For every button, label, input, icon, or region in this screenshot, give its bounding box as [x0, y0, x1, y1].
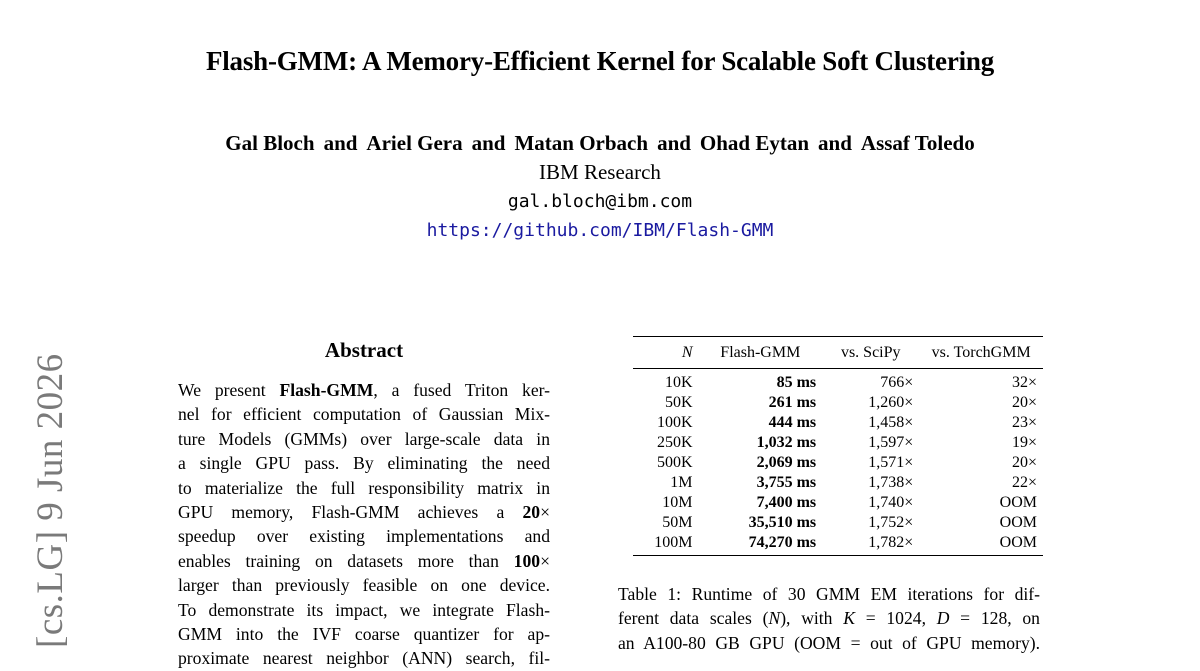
- text-segment: nel for efficient computation of Gaussian Mix-: [178, 404, 550, 425]
- text-segment: , a fused Triton ker-: [373, 380, 551, 400]
- cell-value: OOM: [999, 534, 1037, 551]
- table-cell: [699, 473, 823, 493]
- table-row: [633, 533, 1043, 556]
- cell-value: 1,260×: [868, 394, 914, 411]
- text-segment: ferent data scales (: [618, 608, 769, 629]
- table-cell: [633, 433, 699, 453]
- table-body: [633, 369, 1043, 556]
- math-symbol: N: [768, 608, 781, 629]
- author-separator: and: [471, 131, 506, 155]
- text-segment: enables training on datasets more than: [178, 550, 514, 571]
- author-name: Gal Bloch: [225, 131, 315, 155]
- runtime-table: [633, 336, 1043, 556]
- column-header: N: [633, 337, 699, 369]
- cell-value: 10M: [662, 494, 693, 511]
- table-cell: [699, 513, 823, 533]
- bold-text: 20: [522, 501, 541, 522]
- author-email[interactable]: gal.bloch@ibm.com: [507, 191, 693, 212]
- table-caption: [618, 582, 1040, 655]
- cell-value: 1,782×: [868, 534, 914, 551]
- text-segment: proximate nearest neighbor (ANN) search, fil-: [178, 648, 550, 669]
- cell-value: 500K: [656, 454, 693, 471]
- table-row: [633, 369, 1043, 394]
- text-segment: = 1024,: [854, 608, 937, 629]
- author-name: Assaf Toledo: [860, 131, 975, 155]
- cell-value: 1,571×: [868, 454, 914, 471]
- bold-text: 100: [513, 550, 541, 571]
- text-line: [618, 606, 1040, 630]
- table-cell: [699, 533, 823, 556]
- cell-value: 85 ms: [776, 374, 817, 391]
- text-segment: speedup over existing implementations and: [178, 526, 550, 547]
- cell-value: 2,069 ms: [756, 454, 817, 471]
- cell-value: 3,755 ms: [756, 474, 817, 491]
- cell-value: 1,752×: [868, 514, 914, 531]
- table-cell: [633, 369, 699, 394]
- cell-value: 10K: [664, 374, 693, 391]
- author-name: Ohad Eytan: [699, 131, 810, 155]
- cell-value: 19×: [1011, 434, 1037, 451]
- table-cell: [633, 473, 699, 493]
- cell-value: 50M: [662, 514, 693, 531]
- abstract-body: [178, 378, 550, 671]
- table-header-row: [633, 337, 1043, 369]
- author-separator: and: [657, 131, 691, 155]
- text-line: [178, 378, 550, 402]
- text-segment: GPU memory, Flash-GMM achieves a: [178, 501, 523, 522]
- table-cell: [822, 513, 919, 533]
- table-cell: [822, 433, 919, 453]
- text-line: [178, 427, 550, 451]
- column-header: vs. SciPy: [822, 337, 919, 369]
- cell-value: 20×: [1011, 394, 1037, 411]
- arxiv-stamp: [cs.LG] 9 Jun 2026: [30, 353, 71, 648]
- text-line: [178, 524, 550, 548]
- text-segment: ×: [540, 501, 550, 522]
- text-segment: to materialize the full responsibility matrix in: [178, 477, 550, 498]
- table-cell: [919, 493, 1043, 513]
- text-segment: To demonstrate its impact, we integrate Flash-: [178, 599, 550, 620]
- cell-value: 261 ms: [768, 394, 817, 411]
- table-row: [633, 473, 1043, 493]
- table-cell: [699, 369, 823, 394]
- text-line: [618, 631, 1040, 655]
- table-cell: [919, 433, 1043, 453]
- repository-link[interactable]: https://github.com/IBM/Flash-GMM: [426, 220, 774, 241]
- table-cell: [822, 413, 919, 433]
- author-list: [0, 131, 1200, 156]
- table-cell: [822, 533, 919, 556]
- table-cell: [633, 453, 699, 473]
- cell-value: OOM: [999, 514, 1037, 531]
- table-row: [633, 453, 1043, 473]
- cell-value: 100K: [656, 414, 693, 431]
- text-line: [178, 622, 550, 646]
- table-cell: [633, 513, 699, 533]
- cell-value: OOM: [999, 494, 1037, 511]
- table-cell: [822, 369, 919, 394]
- cell-value: 250K: [656, 434, 693, 451]
- cell-value: 50K: [664, 394, 693, 411]
- cell-value: 1,740×: [868, 494, 914, 511]
- table-cell: [919, 453, 1043, 473]
- table-cell: [699, 493, 823, 513]
- table-row: [633, 433, 1043, 453]
- math-symbol: K: [843, 608, 855, 629]
- cell-value: 35,510 ms: [748, 514, 817, 531]
- table-cell: [919, 533, 1043, 556]
- bold-text: Flash-GMM: [279, 380, 374, 400]
- cell-value: 32×: [1011, 374, 1037, 391]
- text-line: [178, 402, 550, 426]
- author-separator: and: [818, 131, 852, 155]
- table-cell: [699, 393, 823, 413]
- cell-value: 444 ms: [768, 414, 817, 431]
- table-cell: [633, 533, 699, 556]
- cell-value: 1,458×: [868, 414, 914, 431]
- text-segment: GMM into the IVF coarse quantizer for ap-: [178, 623, 550, 644]
- column-header: Flash-GMM: [699, 337, 823, 369]
- text-segment: We present: [178, 380, 280, 400]
- column-header: vs. TorchGMM: [919, 337, 1043, 369]
- text-line: [178, 451, 550, 475]
- cell-value: 1,032 ms: [756, 434, 817, 451]
- table-cell: [919, 473, 1043, 493]
- text-segment: larger than previously feasible on one device.: [178, 575, 550, 596]
- table-row: [633, 413, 1043, 433]
- abstract-heading: Abstract: [324, 338, 404, 362]
- text-segment: an A100-80 GB GPU (OOM = out of GPU memory).: [618, 632, 1040, 653]
- cell-value: 20×: [1011, 454, 1037, 471]
- table-row: [633, 493, 1043, 513]
- cell-value: 1M: [670, 474, 693, 491]
- text-line: [178, 476, 550, 500]
- author-name: Ariel Gera: [366, 131, 463, 155]
- affiliation: IBM Research: [539, 160, 661, 184]
- text-line: [178, 646, 550, 670]
- table-cell: [822, 453, 919, 473]
- table-cell: [633, 413, 699, 433]
- text-line: [178, 598, 550, 622]
- text-segment: ×: [540, 550, 550, 571]
- table-cell: [699, 453, 823, 473]
- text-line: [178, 549, 550, 573]
- table-row: [633, 393, 1043, 413]
- author-separator: and: [323, 131, 358, 155]
- text-line: [618, 582, 1040, 606]
- table-cell: [919, 393, 1043, 413]
- cell-value: 7,400 ms: [756, 494, 817, 511]
- table-cell: [633, 393, 699, 413]
- table-cell: [822, 473, 919, 493]
- cell-value: 1,738×: [868, 474, 914, 491]
- cell-value: 22×: [1011, 474, 1037, 491]
- text-line: [178, 573, 550, 597]
- text-segment: = 128, on: [949, 608, 1040, 629]
- cell-value: 100M: [654, 534, 693, 551]
- table-cell: [919, 513, 1043, 533]
- table-cell: [633, 493, 699, 513]
- table-cell: [919, 369, 1043, 394]
- text-segment: Table 1: Runtime of 30 GMM EM iterations for dif-: [618, 584, 1040, 604]
- table-cell: [822, 493, 919, 513]
- text-line: [178, 500, 550, 524]
- math-symbol: D: [936, 608, 950, 629]
- text-segment: ), with: [780, 608, 844, 629]
- table-cell: [822, 393, 919, 413]
- cell-value: 74,270 ms: [748, 534, 817, 551]
- cell-value: 766×: [880, 374, 914, 391]
- author-name: Matan Orbach: [514, 131, 649, 155]
- cell-value: 1,597×: [868, 434, 914, 451]
- table-cell: [699, 433, 823, 453]
- table-cell: [919, 413, 1043, 433]
- table-row: [633, 513, 1043, 533]
- cell-value: 23×: [1011, 414, 1037, 431]
- text-segment: ture Models (GMMs) over large-scale data in: [178, 428, 550, 449]
- table-cell: [699, 413, 823, 433]
- text-segment: a single GPU pass. By eliminating the need: [178, 453, 550, 474]
- paper-title: Flash-GMM: A Memory-Efficient Kernel for Scalable Soft Clustering: [205, 46, 995, 76]
